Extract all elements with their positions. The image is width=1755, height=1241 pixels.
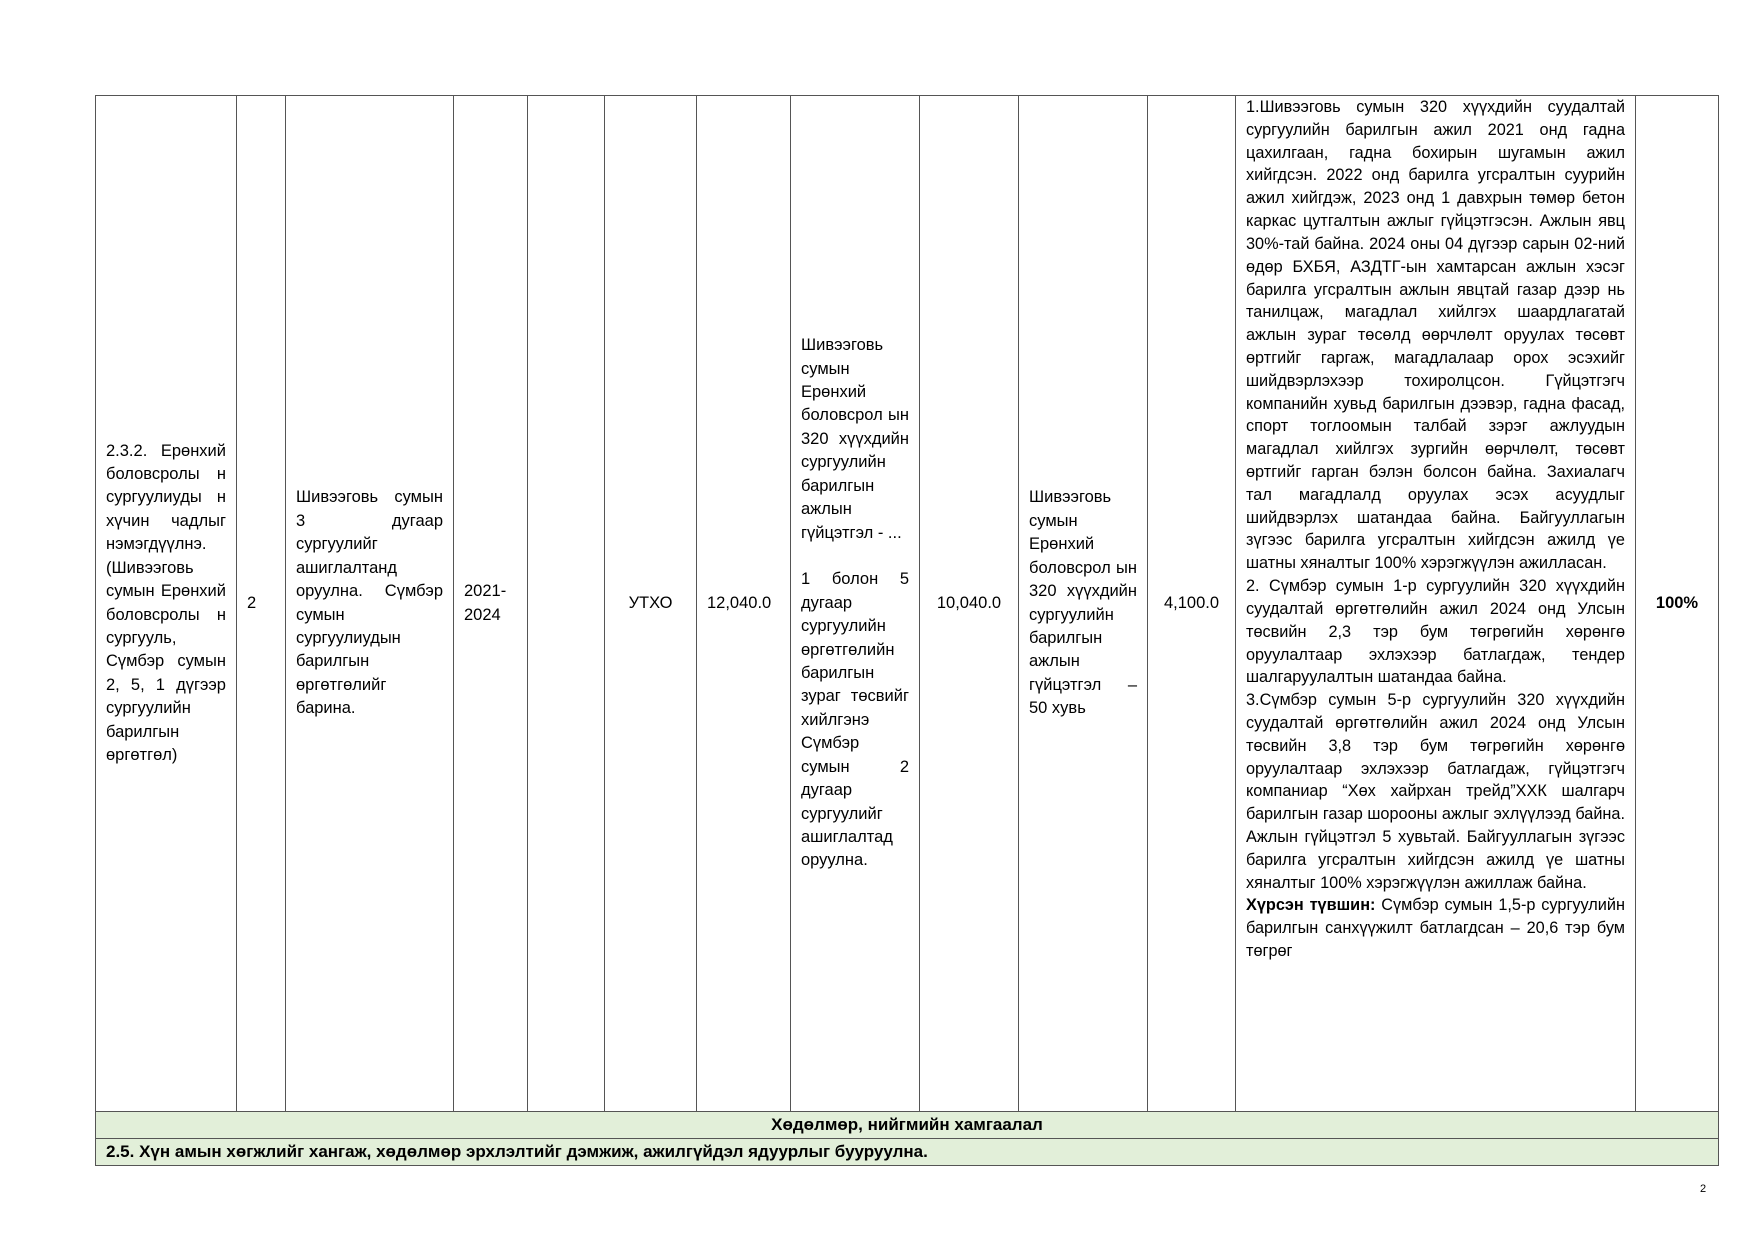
table-row bbox=[96, 96, 1719, 1112]
objective-cell: 2.3.2. Ерөнхий боловсролы н сургуулиуды н хүчин чадлыг нэмэгдүүлнэ. (Шивээговь сумын Ерөнхий боловсролы н сургууль, Сүмбэр сумын 2, 5, 1 дүгээр сургуулийн барилгын өргөтгөл) bbox=[96, 96, 237, 1112]
amount-cell: 10,040.0 bbox=[920, 96, 1019, 1112]
progress-text: 1.Шивээговь сумын 320 хүүхдийн суудалтай сургуулийн барилгын ажил 2021 онд гадна цахилгаан, гадна бохирын шугамын ажил хийгдсэн. 2022 онд барилга угсралтын суурийн ажил хийгдэж, 2023 онд 1 давхрын төмөр бетон каркас цутгалтын ажлыг гүйцэтгэсэн. Ажлын явц 30%-тай байна. 2024 оны 04 дүгээр сарын 02-ний өдөр БХБЯ, АЗДТГ-ын хамтарсан ажлын хэсэг барилга угсралтын ажлын явцтай газар дээр нь танилцаж, магадлал хийлгэх шаардлагатай ажлын зураг төсөлд өөрчлөлт оруулах төсөвт өртгийг гаргаж, магадлалаар орох эсэхийг шийдвэрлэхээр тохиролцсон. Гүйцэтгэгч компанийн хувьд барилгын дээвэр, гадна фасад, спорт тоглоомын талбай зэрэг ажлуудын магадлал хийлгэх зургийн өөрчлөлт, төсөвт өртгийг гарган бэлэн болсон байна. Захиалагч тал магадлалд оруулах эсэх асуудлыг шийдвэрлэх шатандаа байна. Байгууллагын зүгээс барилга угсралтын хийгдсэн ажилд үе шатны хяналтыг 100% хэрэгжүүлэн ажилласан. 2. Сүмбэр сумын 1-р сургуулийн 320 хүүхдийн суудалтай өргөтгөлийн ажил 2024 онд Улсын төсвийн 2,3 тэр бум төгрөгийн хөрөнгө оруулалтаар эхлэхээр батлагдаж, тендер шалгаруулалтын шатандаа байна. 3.Сүмбэр сумын 5-р сургуулийн 320 хүүхдийн суудалтай өргөтгөлийн ажил 2024 онд Улсын төсвийн 3,8 тэр бум төгрөгийн хөрөнгө оруулалтаар эхлэхээр батлагдаж, гүйцэтгэгч компаниар “Хөх хайрхан трейд”ХХК шалгарч барилгын газар шорооны ажлыг эхлүүлээд байна. Ажлын гүйцэтгэл 5 хувьтай. Байгууллагын зүгээс барилга угсралтын хийгдсэн ажилд үе шатны хяналтыг 100% хэрэгжүүлэн ажиллаж байна. bbox=[1246, 98, 1625, 892]
section-goal: 2.5. Хүн амын хөгжлийг хангаж, хөдөлмөр эрхлэлтийг дэмжиж, ажилгүйдэл ядуурлыг бууруулна. bbox=[96, 1139, 1719, 1166]
progress-cell bbox=[1236, 96, 1636, 1112]
number-cell: 2 bbox=[237, 96, 286, 1112]
amount2-cell: 4,100.0 bbox=[1148, 96, 1236, 1112]
section-title: Хөдөлмөр, нийгмийн хамгаалал bbox=[96, 1112, 1719, 1139]
period-cell: 2021-2024 bbox=[454, 96, 528, 1112]
report-table bbox=[95, 95, 1719, 1166]
responsible-cell: УТХО bbox=[605, 96, 697, 1112]
achieved-text: Сүмбэр сумын 1,5-р сургуулийн барилгын санхүүжилт батлагдсан – 20,6 тэр бум төгрөг bbox=[1246, 896, 1625, 961]
percent-cell: 100% bbox=[1636, 96, 1719, 1112]
activity-cell: Шивээговь сумын 3 дугаар сургуулийг ашиглалтанд оруулна. Сүмбэр сумын сургуулиудын барилгын өргөтгөлийг барина. bbox=[286, 96, 454, 1112]
budget-cell: 12,040.0 bbox=[697, 96, 791, 1112]
indicator-cell: Шивээговь сумын Ерөнхий боловсрол ын 320 хүүхдийн сургуулийн барилгын ажлын гүйцэтгэл - ... 1 болон 5 дугаар сургуулийн өргөтгөлийн барилгын зураг төсвийг хийлгэнэ Сүмбэр сумын 2 дугаар сургуулийг ашиглалтад оруулна. bbox=[791, 96, 920, 1112]
blank-cell bbox=[528, 96, 605, 1112]
target-cell: Шивээговь сумын Ерөнхий боловсрол ын 320 хүүхдийн сургуулийн барилгын ажлын гүйцэтгэл – 50 хувь bbox=[1019, 96, 1148, 1112]
section-goal-row bbox=[96, 1139, 1719, 1166]
page-number: 2 bbox=[1700, 1183, 1707, 1195]
section-title-row bbox=[96, 1112, 1719, 1139]
achieved-label: Хүрсэн түвшин: bbox=[1246, 896, 1376, 915]
